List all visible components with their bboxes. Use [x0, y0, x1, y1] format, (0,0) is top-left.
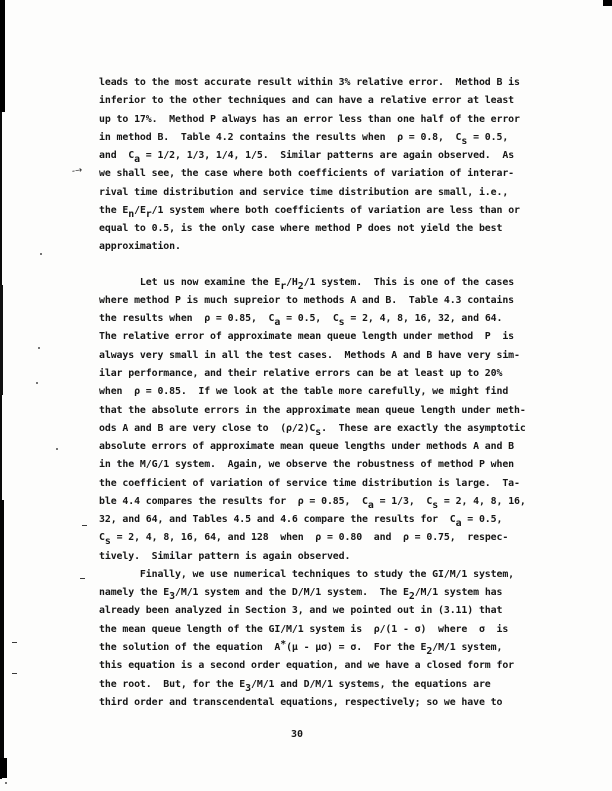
scan-speck	[80, 578, 85, 579]
scan-speck	[40, 253, 42, 255]
paragraph	[99, 566, 569, 712]
paragraph	[99, 274, 569, 566]
text-line: when ρ = 0.85. If we look at the table more carefully, we might find	[99, 386, 509, 398]
scan-speck	[38, 347, 40, 349]
text-line: and Ca = 1/2, 1/3, 1/4, 1/5. Similar patterns are again observed. As	[99, 150, 515, 166]
text-line: inferior to the other techniques and can have a relative error at least	[99, 95, 515, 107]
page-number: 30	[290, 729, 304, 740]
subscript: 2	[408, 591, 415, 603]
text-line: the results when ρ = 0.85, Ca = 0.5, Cs = 2, 4, 8, 16, 32, and 64.	[99, 313, 503, 329]
scan-speck	[5, 782, 7, 784]
subscript: s	[432, 499, 439, 511]
text-line: ods A and B are very close to (ρ/2)Cs. These are exactly the asymptotic	[99, 422, 526, 438]
text-line: in method B. Table 4.2 contains the results when ρ = 0.8, Cs = 0.5,	[99, 131, 509, 147]
subscript: a	[455, 518, 462, 530]
subscript: 2	[426, 645, 433, 657]
margin-annotation-arrow-icon: -→	[71, 165, 83, 177]
scan-speck	[12, 673, 17, 674]
subscript: 2	[297, 280, 304, 292]
text-line: the solution of the equation A*(μ - μσ) = σ. For the E2/M/1 system,	[99, 638, 503, 657]
text-line: always very small in all the test cases. Methods A and B have very sim-	[99, 349, 520, 361]
scan-edge-artifact	[603, 0, 612, 6]
scan-speck	[36, 382, 38, 384]
text-line: The relative error of approximate mean queue length under method P is	[99, 331, 515, 343]
scan-speck	[82, 525, 87, 526]
subscript: s	[461, 135, 468, 147]
text-line: ble 4.4 compares the results for ρ = 0.85, Ca = 1/3, Cs = 2, 4, 8, 16,	[99, 495, 526, 511]
text-line: the root. But, for the E3/M/1 and D/M/1 systems, the equations are	[99, 678, 491, 694]
text-line: third order and transcendental equations, respectively; so we have to	[99, 696, 503, 708]
text-line: approximation.	[99, 241, 181, 253]
text-line: the En/Er/1 system where both coefficients of variation are less than or	[99, 204, 520, 220]
text-line: that the absolute errors in the approximate mean queue length under meth-	[99, 404, 526, 416]
subscript: s	[104, 536, 111, 548]
text-line: this equation is a second order equation, and we have a closed form for	[99, 660, 515, 672]
text-line: Let us now examine the Er/H2/1 system. This is one of the cases	[99, 276, 515, 292]
text-line: leads to the most accurate result within 3% relative error. Method B is	[99, 77, 520, 88]
scan-edge-artifact	[0, 758, 7, 778]
text-line: tively. Similar pattern is again observed.	[99, 550, 351, 562]
text-line: equal to 0.5, is the only case where method P does not yield the best	[99, 223, 503, 235]
text-line: the mean queue length of the GI/M/1 system is ρ/(1 - σ) where σ is	[99, 623, 509, 635]
text-line: Finally, we use numerical techniques to study the GI/M/1 system,	[99, 568, 515, 580]
scan-edge-artifact	[0, 500, 4, 770]
text-line: namely the E3/M/1 system and the D/M/1 system. The E2/M/1 system has	[99, 587, 503, 603]
subscript: r	[145, 208, 152, 220]
scan-speck	[12, 642, 17, 643]
subscript: n	[128, 208, 135, 220]
text-line: 32, and 64, and Tables 4.5 and 4.6 compare the results for Ca = 0.5,	[99, 514, 503, 530]
scan-edge-artifact	[0, 285, 3, 395]
text-line: absolute errors of approximate mean queue lengths under methods A and B	[99, 441, 515, 453]
text-line: Cs = 2, 4, 8, 16, 64, and 128 when ρ = 0.80 and ρ = 0.75, respec-	[99, 532, 509, 548]
text-line: ilar performance, and their relative errors can be at least up to 20%	[99, 367, 503, 379]
text-line: where method P is much supreior to methods A and B. Table 4.3 contains	[99, 294, 515, 306]
text-line: already been analyzed in Section 3, and we pointed out in (3.11) that	[99, 605, 503, 617]
subscript: s	[315, 426, 322, 438]
subscript: a	[134, 154, 140, 166]
subscript: 3	[169, 591, 176, 603]
text-line: in the M/G/1 system. Again, we observe the robustness of method P when	[99, 459, 515, 471]
paragraph	[99, 74, 569, 257]
subscript: a	[274, 317, 281, 329]
text-line: up to 17%. Method P always has an error less than one half of the error	[99, 113, 520, 125]
text-line: rival time distribution and service time distribution are small, i.e.,	[99, 186, 509, 198]
text-line: we shall see, the case where both coefficients of variation of interar-	[99, 168, 515, 180]
subscript: s	[338, 317, 345, 329]
scan-speck	[56, 448, 58, 450]
subscript: a	[367, 499, 374, 511]
subscript: r	[280, 280, 287, 292]
superscript: *	[280, 638, 287, 650]
subscript: 3	[245, 682, 251, 694]
scan-edge-artifact	[0, 0, 5, 112]
document-text	[99, 74, 569, 712]
text-line: the coefficient of variation of service time distribution is large. Ta-	[99, 477, 520, 489]
